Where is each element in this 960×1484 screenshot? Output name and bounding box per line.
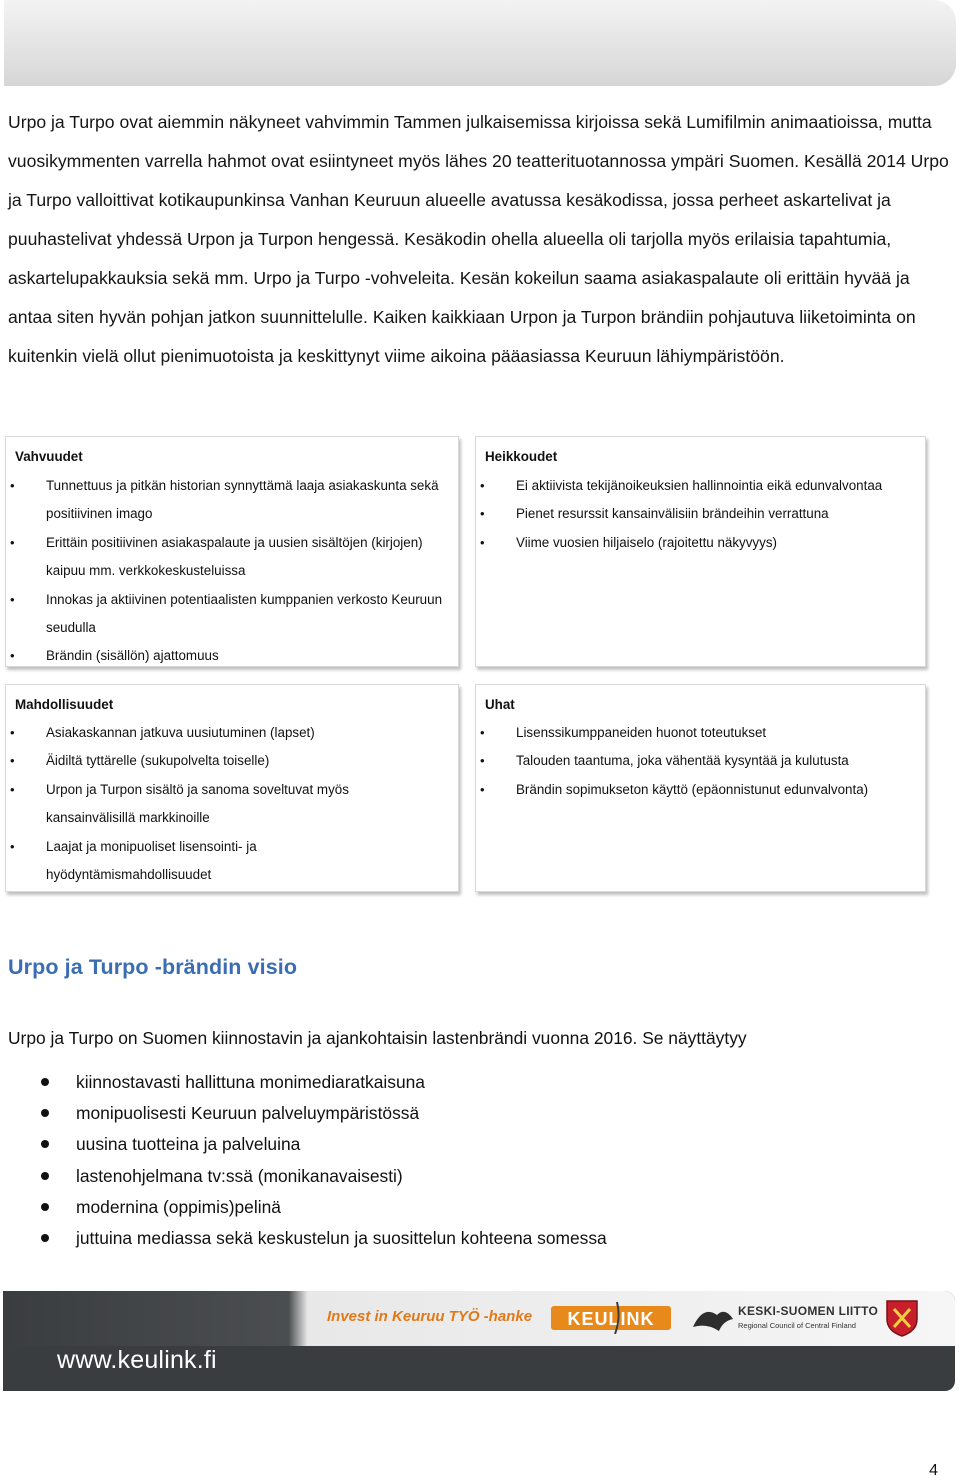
swot-weaknesses-title: Heikkoudet [485,449,558,464]
coat-of-arms-icon [885,1299,919,1337]
footer-tagline: Invest in Keuruu TYÖ -hanke [327,1308,533,1325]
vision-text: Urpo ja Turpo on Suomen kiinnostavin ja ajankohtaisin lastenbrändi vuonna 2016. Se näyttäytyy [8,1028,747,1048]
list-item: • Brändin (sisällön) ajattomuus [6,642,446,670]
vision-heading: Urpo ja Turpo -brändin visio [8,955,298,979]
swot-opportunities-list [6,719,396,889]
list-item: • Laajat ja monipuoliset lisensointi- ja hyödyntämismahdollisuudet [6,833,396,890]
list-item: • Äidiltä tyttärelle (sukupolvelta toiselle) [6,747,396,775]
list-item: monipuolisesti Keuruun palveluympäristössä [36,1098,607,1129]
swot-opportunities [5,684,459,892]
partner-name: KESKI-SUOMEN LIITTO [738,1304,879,1318]
swot-threats-list [476,719,921,804]
keulink-logo-text: KEULINK [567,1309,655,1329]
list-item: • Tunnettuus ja pitkän historian synnyttämä laaja asiakaskunta sekä positiivinen imago [6,472,446,529]
swot-strengths-list [6,472,446,671]
list-item: • Viime vuosien hiljaiselo (rajoitettu näkyvyys) [476,529,921,557]
list-item: • Asiakaskannan jatkuva uusiutuminen (lapset) [6,719,396,747]
list-item: • Talouden taantuma, joka vähentää kysyntää ja kulutusta [476,747,921,775]
footer-url: www.keulink.fi [57,1346,217,1374]
list-item: lastenohjelmana tv:ssä (monikanavaisesti) [36,1161,607,1192]
header-banner [4,0,956,86]
list-item: kiinnostavasti hallittuna monimediaratkaisuna [36,1067,607,1098]
intro-paragraph: Urpo ja Turpo ovat aiemmin näkyneet vahvimmin Tammen julkaisemissa kirjoissa sekä Lumifilmin animaatioissa, mutta vuosikymmenten varrella hahmot ovat esiintyneet myös lähes 20 teatterituotannossa ympäri Suomen. Kesällä 2014 Urpo ja Turpo valloittivat kotikaupunkinsa Vanhan Keuruun alueelle avatussa kesäkodissa, jossa perheet askartelivat ja puuhastelivat yhdessä Urpon ja Turpon hengessä. Kesäkodin ohella alueella oli tarjolla myös erilaisia tapahtumia, askartelupakkauksia sekä mm. Urpo ja Turpo -vohveleita. Kesän kokeilun saama asiakaspalaute oli erittäin hyvää ja antaa siten hyvän pohjan jatkon suunnittelulle. Kaiken kaikkiaan Urpon ja Turpon brändiin pohjautuva liiketoiminta on kuitenkin vielä ollut pienimuotoista ja keskittynyt viime aikoina pääasiassa Keuruun lähiympäristöön. [8,112,949,366]
list-item: • Brändin sopimukseton käyttö (epäonnistunut edunvalvonta) [476,776,921,804]
swot-opportunities-title: Mahdollisuudet [15,697,114,712]
vision-list [36,1067,607,1254]
swot-weaknesses [475,436,926,667]
page-number: 4 [929,1462,938,1479]
list-item: uusina tuotteina ja palveluina [36,1129,607,1160]
partner-subtitle: Regional Council of Central Finland [738,1321,856,1330]
list-item: • Pienet resurssit kansainvälisiin brändeihin verrattuna [476,500,921,528]
swot-strengths-title: Vahvuudet [15,449,83,464]
list-item: • Ei aktiivista tekijänoikeuksien hallinnointia eikä edunvalvontaa [476,472,921,500]
list-item: modernina (oppimis)pelinä [36,1192,607,1223]
list-item: • Urpon ja Turpon sisältö ja sanoma soveltuvat myös kansainvälisillä markkinoille [6,776,396,833]
swot-threats-title: Uhat [485,697,515,712]
list-item: • Lisenssikumppaneiden huonot toteutukset [476,719,921,747]
swot-weaknesses-list [476,472,921,557]
keulink-logo [551,1302,671,1334]
swot-threats [475,684,926,892]
list-item: • Innokas ja aktiivinen potentiaalisten kumppanien verkosto Keuruun seudulla [6,586,446,643]
list-item: juttuina mediassa sekä keskustelun ja suosittelun kohteena somessa [36,1223,607,1254]
swot-strengths [5,436,459,667]
footer-banner [3,1291,955,1391]
list-item: • Erittäin positiivinen asiakaspalaute ja uusien sisältöjen (kirjojen) kaipuu mm. verkkokeskusteluissa [6,529,446,586]
